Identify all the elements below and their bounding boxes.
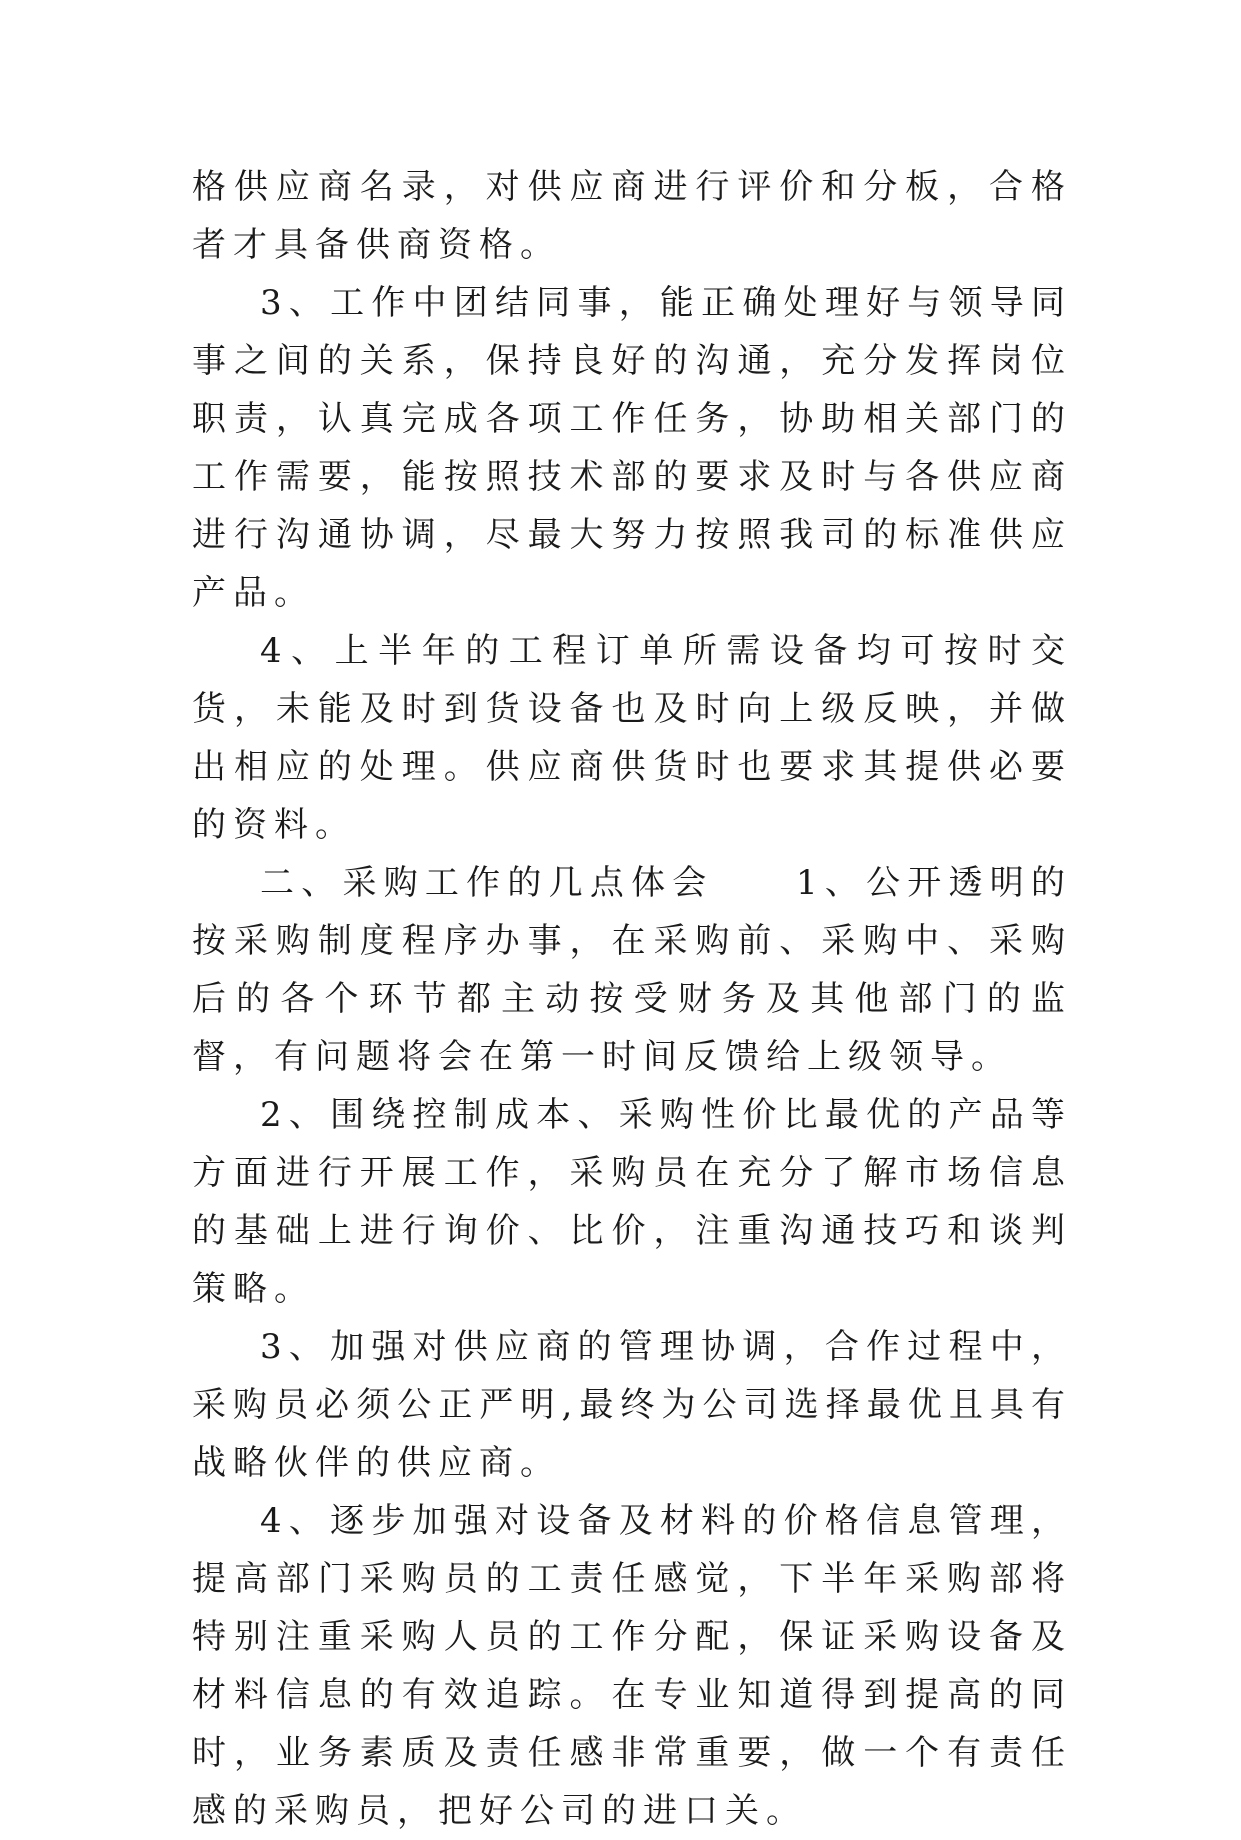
- paragraph-procurement-experience: 二、采购工作的几点体会 1、公开透明的按采购制度程序办事，在采购前、采购中、采购后的各个环节都主动按受财务及其他部门的监督，有问题将会在第一时间反馈给上级领导。: [192, 863, 1072, 1077]
- paragraph-supplier-management: 3、加强对供应商的管理协调，合作过程中，采购员必须公正严明,最终为公司选择最优且具有战略伙伴的供应商。: [192, 1327, 1072, 1483]
- paragraph-teamwork: 3、工作中团结同事，能正确处理好与领导同事之间的关系，保持良好的沟通，充分发挥岗位职责，认真完成各项工作任务，协助相关部门的工作需要，能按照技术部的要求及时与各供应商进行沟通协调，尽最大努力按照我司的标准供应产品。: [192, 283, 1072, 613]
- paragraph-delivery: 4、上半年的工程订单所需设备均可按时交货，未能及时到货设备也及时向上级反映，并做出相应的处理。供应商供货时也要求其提供必要的资料。: [192, 631, 1072, 845]
- document-body: [192, 158, 1072, 1840]
- paragraph-cost-control: 2、围绕控制成本、采购性价比最优的产品等方面进行开展工作，采购员在充分了解市场信息的基础上进行询价、比价，注重沟通技巧和谈判策略。: [192, 1095, 1072, 1309]
- paragraph-price-information: 4、逐步加强对设备及材料的价格信息管理，提高部门采购员的工责任感觉，下半年采购部将特别注重采购人员的工作分配，保证采购设备及材料信息的有效追踪。在专业知道得到提高的同时，业务素质及责任感非常重要，做一个有责任感的采购员，把好公司的进口关。: [192, 1501, 1072, 1831]
- paragraph-supplier-list: 格供应商名录，对供应商进行评价和分板，合格者才具备供商资格。: [192, 167, 1072, 265]
